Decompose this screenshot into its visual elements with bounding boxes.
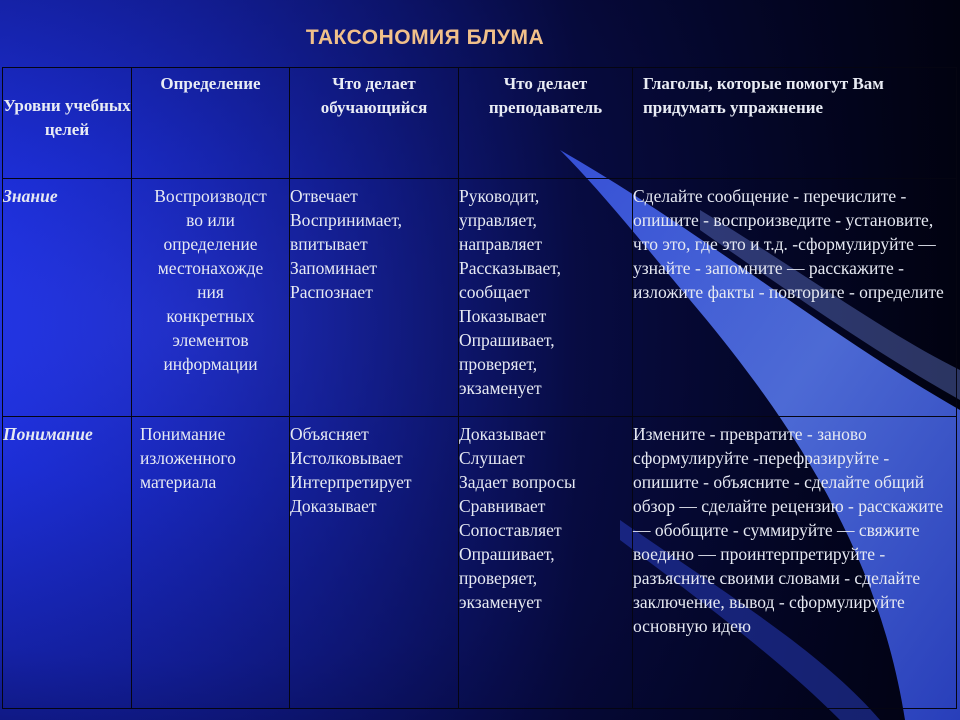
table-row-comprehension	[3, 417, 957, 709]
level-cell: Знание	[3, 179, 132, 417]
teacher-action-line: экзаменует	[459, 592, 542, 612]
teacher-action-line: проверяет,	[459, 568, 538, 588]
teacher-action-line: Задает вопросы	[459, 472, 576, 492]
student-action-line: впитывает	[290, 234, 368, 254]
definition-line: Воспроизводст	[154, 186, 267, 206]
header-row	[3, 68, 957, 179]
definition-line: элементов	[172, 330, 249, 350]
verbs-text: Сделайте сообщение - перечислите - опишите - воспроизведите - установите, что это, где это и т.д. -сформулируйте — узнайте - запомните — расскажите - изложите факты - повторите - определите	[633, 186, 944, 302]
student-action-line: Истолковывает	[290, 448, 403, 468]
teacher-action-line: Сравнивает	[459, 496, 546, 516]
teacher-action-line: Сопоставляет	[459, 520, 562, 540]
definition-cell	[132, 417, 290, 709]
teacher-action-line: Показывает	[459, 306, 547, 326]
teacher-action-line: Слушает	[459, 448, 525, 468]
definition-line: изложенного	[140, 448, 236, 468]
teacher-action-line: управляет,	[459, 210, 537, 230]
definition-line: информации	[163, 354, 258, 374]
definition-line: Понимание	[140, 424, 226, 444]
student-action-line: Отвечает	[290, 186, 358, 206]
teacher-action-line: направляет	[459, 234, 543, 254]
teacher-action-line: Опрашивает,	[459, 544, 555, 564]
student-action-cell	[290, 179, 459, 417]
header-verbs: Глаголы, которые помогут Вам придумать упражнение	[633, 68, 957, 179]
bloom-taxonomy-table	[2, 67, 957, 709]
definition-line: местонахожде	[157, 258, 264, 278]
teacher-action-line: экзаменует	[459, 378, 542, 398]
student-action-line: Запоминает	[290, 258, 378, 278]
definition-line: определение	[163, 234, 258, 254]
definition-line: конкретных	[166, 306, 255, 326]
header-definition: Определение	[132, 68, 290, 179]
teacher-action-line: сообщает	[459, 282, 530, 302]
teacher-action-line: проверяет,	[459, 354, 538, 374]
teacher-action-line: Доказывает	[459, 424, 546, 444]
header-teacher-action: Что делает преподаватель	[459, 68, 633, 179]
teacher-action-cell	[459, 417, 633, 709]
level-cell: Понимание	[3, 417, 132, 709]
student-action-line: Интерпретирует	[290, 472, 412, 492]
definition-line: во или	[186, 210, 235, 230]
student-action-line: Объясняет	[290, 424, 369, 444]
definition-line: материала	[140, 472, 217, 492]
definition-line: ния	[197, 282, 224, 302]
verbs-cell	[633, 179, 957, 417]
student-action-line: Распознает	[290, 282, 373, 302]
teacher-action-line: Руководит,	[459, 186, 540, 206]
header-student-action: Что делает обучающийся	[290, 68, 459, 179]
student-action-cell	[290, 417, 459, 709]
verbs-cell	[633, 417, 957, 709]
student-action-line: Воспринимает,	[290, 210, 403, 230]
teacher-action-line: Рассказывает,	[459, 258, 561, 278]
teacher-action-line: Опрашивает,	[459, 330, 555, 350]
definition-cell	[132, 179, 290, 417]
verbs-text: Измените - превратите - заново сформулируйте -перефразируйте - опишите - объясните - сделайте общий обзор — сделайте рецензию - расскажите— обобщите - суммируйте — свяжите воедино — проинтерпретируйте - разъясните своими словами - сделайте заключение, вывод - сформулируйте основную идею	[633, 424, 944, 636]
student-action-line: Доказывает	[290, 496, 377, 516]
teacher-action-cell	[459, 179, 633, 417]
table-row-knowledge	[3, 179, 957, 417]
header-levels: Уровни учебных целей	[3, 68, 132, 179]
page-title: ТАКСОНОМИЯ БЛУМА	[305, 26, 545, 49]
